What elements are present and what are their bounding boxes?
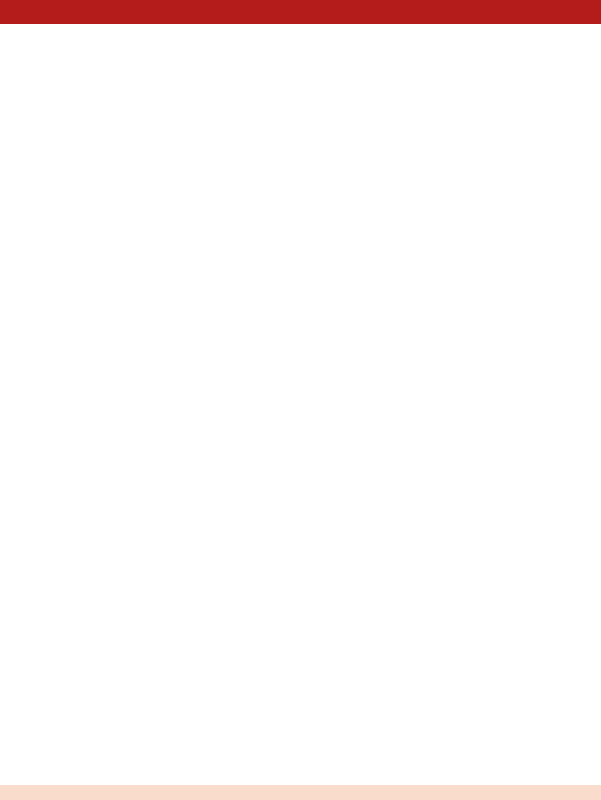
- report-title: [0, 0, 601, 24]
- footer-note: [0, 785, 601, 800]
- commentary-text: [3, 321, 598, 433]
- disclaimer: [3, 708, 598, 784]
